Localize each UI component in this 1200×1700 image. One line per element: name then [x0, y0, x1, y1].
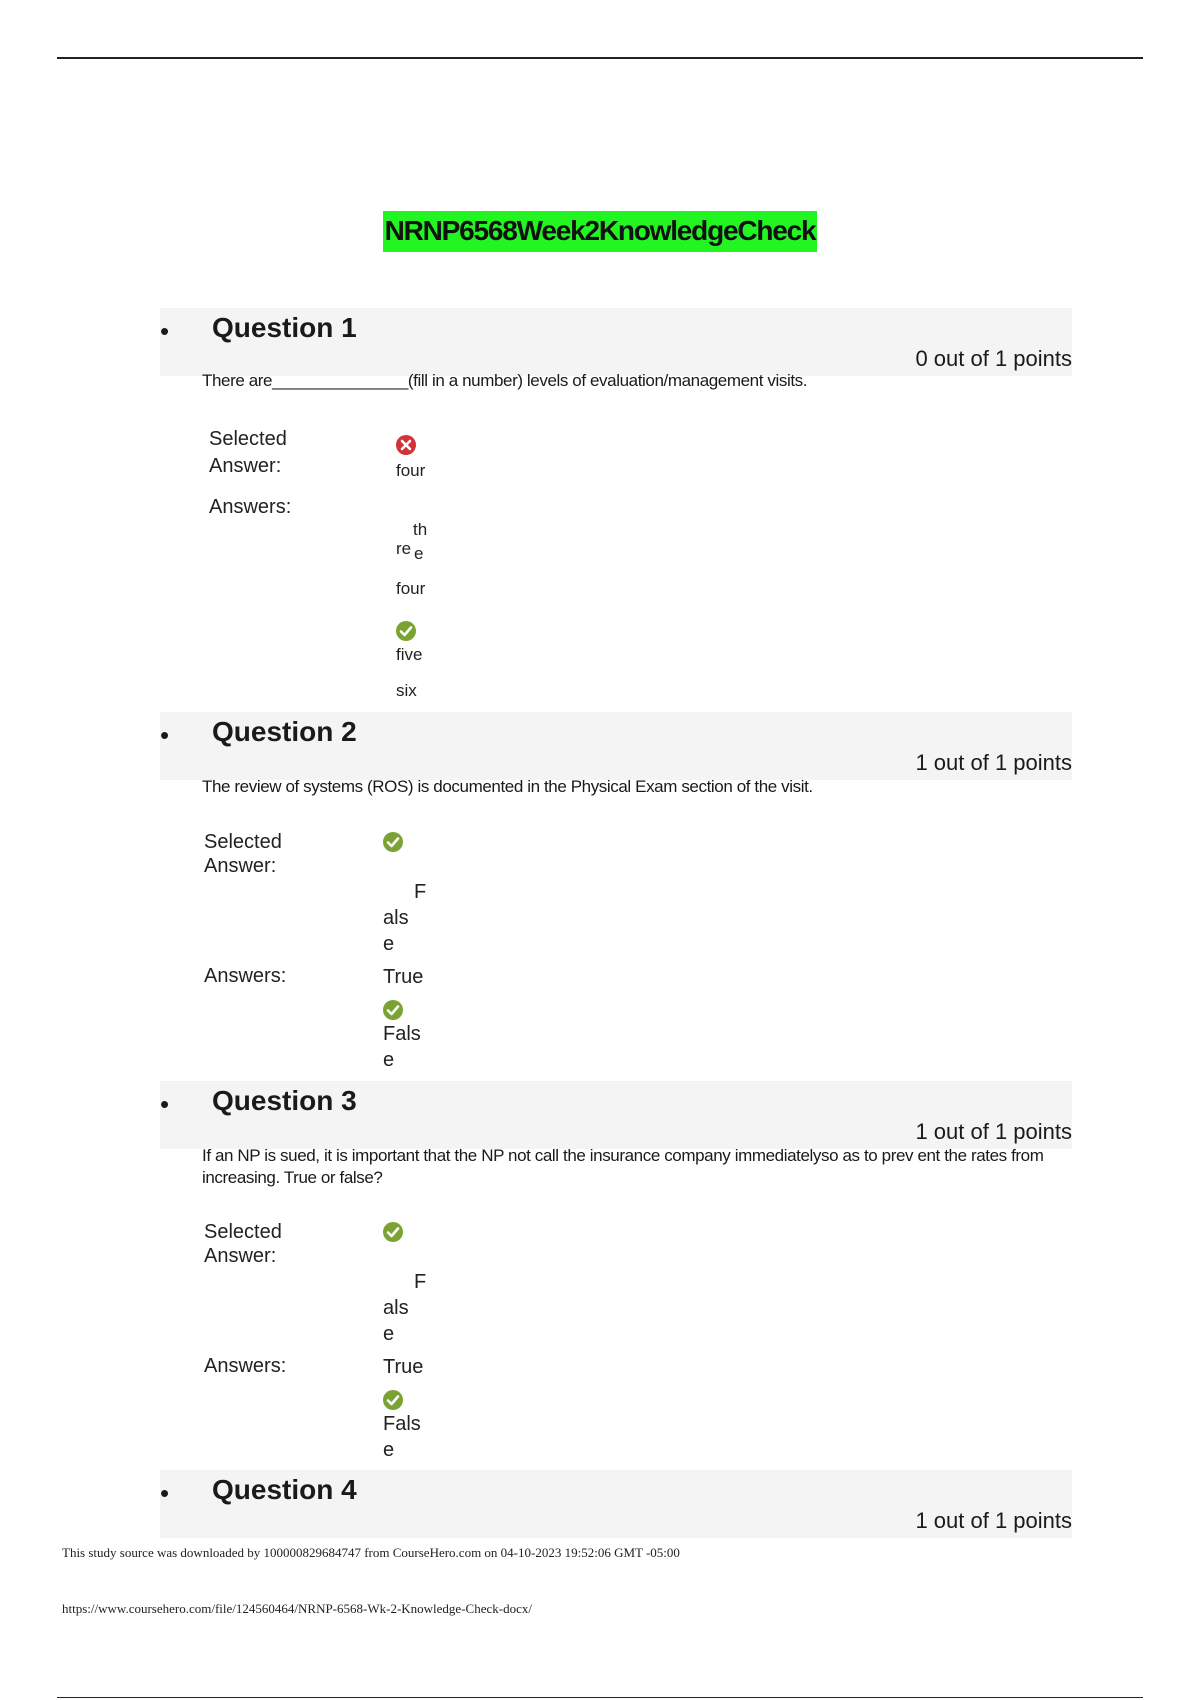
- selected-answer: four: [396, 461, 426, 480]
- correct-icon: [383, 1000, 403, 1020]
- answer-option: six: [396, 681, 417, 700]
- answers-label: Answers:: [204, 965, 287, 987]
- answer-label: Answer:: [204, 855, 277, 877]
- question-2: [160, 712, 1072, 1071]
- selected-label: Selected: [204, 831, 282, 853]
- bullet: •: [160, 1089, 170, 1119]
- answer-option: th: [413, 520, 428, 539]
- question-points: 1 out of 1 points: [915, 1508, 1072, 1533]
- selected-label: Selected: [204, 1221, 282, 1243]
- answers-label: Answers:: [209, 496, 292, 518]
- question-text: The review of systems (ROS) is documented in the Physical Exam section of the visit.: [202, 777, 813, 796]
- top-rule: [57, 57, 1143, 59]
- answer-option: re: [396, 539, 412, 558]
- bottom-rule: [57, 1697, 1143, 1698]
- selected-answer: e: [383, 1323, 395, 1345]
- question-points: 0 out of 1 points: [915, 346, 1072, 371]
- question-points: 1 out of 1 points: [915, 750, 1072, 775]
- bullet: •: [160, 316, 170, 346]
- question-1: [160, 308, 1072, 700]
- answer-option: e: [414, 544, 424, 563]
- question-header: [160, 712, 1072, 780]
- answer-option-correct: Fals: [383, 1413, 421, 1435]
- question-points: 1 out of 1 points: [915, 1119, 1072, 1144]
- selected-answer: F: [414, 881, 427, 903]
- answer-option: four: [396, 579, 426, 598]
- bullet: •: [160, 1478, 170, 1508]
- answer-option-correct: Fals: [383, 1023, 421, 1045]
- selected-answer: als: [383, 1297, 409, 1319]
- source-url[interactable]: https://www.coursehero.com/file/124560464/NRNP-6568-Wk-2-Knowledge-Check-docx/: [62, 1601, 532, 1616]
- question-header: [160, 1470, 1072, 1538]
- selected-answer: als: [383, 907, 409, 929]
- answer-option: True: [383, 1356, 424, 1378]
- answer-label: Answer:: [209, 455, 282, 477]
- question-3: [160, 1081, 1072, 1461]
- incorrect-icon: [396, 435, 416, 455]
- question-header: [160, 1081, 1072, 1149]
- answer-option-correct: e: [383, 1439, 395, 1461]
- correct-icon: [383, 1222, 403, 1242]
- answer-option-correct: e: [383, 1049, 395, 1071]
- question-text: There are_______________(fill in a number) levels of evaluation/management visits.: [202, 371, 808, 390]
- correct-icon: [396, 621, 416, 641]
- answers-label: Answers:: [204, 1355, 287, 1377]
- question-title: Question 3: [212, 1085, 357, 1116]
- question-text: If an NP is sued, it is important that the NP not call the insurance company immediatelyso as to prev ent the rates from increasing. True or false?: [202, 1146, 1044, 1187]
- answer-label: Answer:: [204, 1245, 277, 1267]
- answer-option: True: [383, 966, 424, 988]
- question-title: Question 2: [212, 716, 357, 747]
- correct-icon: [383, 832, 403, 852]
- bullet: •: [160, 720, 170, 750]
- answer-option-correct: five: [396, 645, 423, 664]
- document-title: NRNP6568Week2KnowledgeCheck: [0, 215, 1200, 247]
- selected-label: Selected: [209, 428, 287, 450]
- question-title: Question 4: [212, 1474, 357, 1505]
- correct-icon: [383, 1390, 403, 1410]
- question-title: Question 1: [212, 312, 357, 343]
- question-4: [160, 1470, 1072, 1538]
- selected-answer: F: [414, 1271, 427, 1293]
- download-notice: This study source was downloaded by 100000829684747 from CourseHero.com on 04-10-2023 19:52:06 GMT -05:00: [62, 1545, 680, 1560]
- selected-answer: e: [383, 933, 395, 955]
- question-header: [160, 308, 1072, 376]
